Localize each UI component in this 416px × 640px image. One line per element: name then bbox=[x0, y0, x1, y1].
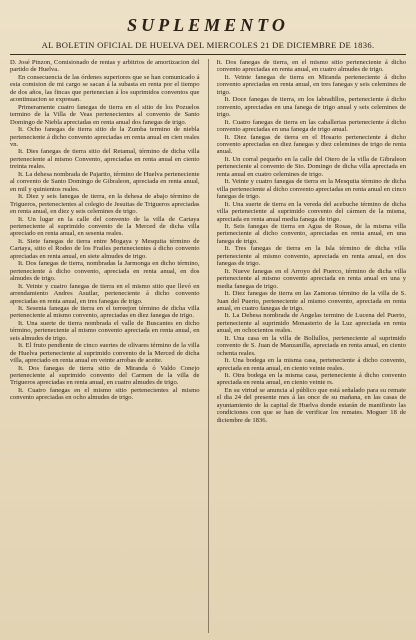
notice-paragraph: It. Doce fanegas de tierra, en los labradillos, perteneciente á dicho convento, apreciadas en una fanega de trigo anual y seis celemines de trigo. bbox=[216, 96, 406, 119]
notice-paragraph: It. Veinte y cuatro fanegas de tierra en el mismo sitio que llevó en arrendamiento Andres Asuilar, perteneciente á dicho convento apreciadas en renta anual, en tres fanegas de trigo. bbox=[10, 282, 200, 305]
column-divider bbox=[208, 59, 209, 633]
notice-paragraph: It. Una suerte de tierra nombrada el valle de Buscantes en dicho término, perteneciente al mismo convento apreciada en renta anual, en seis almudes de trigo. bbox=[10, 319, 200, 342]
notice-paragraph: It. Una casa en la villa de Bollullos, perteneciente al suprimido convento de S. Juan de Manzanilla, apreciada en renta anual, en ciento ochenta reales. bbox=[216, 334, 406, 357]
supplement-title: SUPLEMENTO bbox=[127, 15, 289, 35]
notice-paragraph: It. Otra bodega en la misma casa, perteneciente á dicho convento apreciada en renta anual, en ciento veinte rs. bbox=[216, 372, 406, 387]
notice-paragraph: It. La dehesa nombrada de Pajarito, término de Huelva perteneciente al convento de Santo Domingo de Gibraleon, apreciada en renta anual, en mil y quinientos reales. bbox=[10, 170, 200, 193]
notice-paragraph: It. Veinte y cuatro fanegas de tierra en la Mesquita término de dicha villa perteneciente al dicho convento apreciadas en renta anual en cinco fanegas de trigo. bbox=[216, 178, 406, 201]
notice-paragraph: It. Dos fanegas de tierra, nombradas la Jarmonga en dicho término, perteneciente á dicho convento, apreciada en renta anual, en dos almudes de trigo. bbox=[10, 260, 200, 283]
notice-paragraph: It. Cuatro fanegas de tierra en las caballerias perteneciente á dicho convento apreciadas en una fanega de trigo anual. bbox=[216, 118, 406, 134]
notice-paragraph: It. Siete fanegas de tierra entre Mogaya y Mesquita término de Cartaya, sitio el Rodeo de los Frailes pertenecientes á dicho convento apreciadas en renta anual, en siete almudes de trigo. bbox=[10, 237, 200, 260]
notice-paragraph: En consecuencia de las órdenes superiores que se han comunicado á esta comision de mi cargo se sacan á la subasta en renta por el tiempo de dos años, las fincas que pertenecian á los suprimidos conventos que acontinuacion se expresan. bbox=[10, 73, 200, 104]
notice-paragraph: It. Diez fanegas de tierra en el Hosario perteneciente á dicho convento apreciadas en diez fanegas y diez celemines de trigo de renta anual. bbox=[216, 133, 406, 156]
notice-paragraph: It. Dos fanegas de tierra, en el mismo sitio perteneciente á dicho convento apreciadas en renta anual, en cuatro almudes de trigo. bbox=[216, 59, 406, 74]
notice-paragraph: It. Un corral pequeño en la calle del Otero de la villa de Gibraleon perteneciente al convento de Sto. Domingo de dicha villa apreciada en renta anual en cuatro celemines de trigo. bbox=[216, 155, 406, 178]
notice-paragraph: En su virtud se anuncia al público que está señalado para su remate el dia 24 del presente mes á las once de su mañana, en las casas de ayuntamiento de la capital de Huelva donde estarán de manifiesto las condiciones con que se han de verificar los remates. Moguer 18 de diciembre de 1836. bbox=[216, 386, 406, 424]
notice-paragraph: It. Nueve fanegas en el Arroyo del Puerco, término de dicha villa perteneciente al mismo convento apreciada en renta anual en una y media fanegas de trigo. bbox=[216, 267, 406, 290]
notice-paragraph: It. Seis fanegas de tierra en Agua de Rosas, de la misma villa perteneciente al dicho convento, apreciadas en renta anual, en una fanega de trigo. bbox=[216, 222, 406, 245]
notice-paragraph: It. Tres fanegas de tierra en la Isla término de dicha villa perteneciente al mismo convento, apreciada en renta anual, en dos fanegas de trigo. bbox=[216, 245, 406, 268]
notice-paragraph: It. El fruto pendiente de cinco suertes de olivares término de la villa de Huelva perteneciente al suprimido convento de la Merced de dicha villa, apreciado en renta anual en veinte arrobas de aceite. bbox=[10, 342, 200, 365]
notice-paragraph: It. Sesenta fanegas de tierra en el terreejon término de dicha villa perteneciente al mismo convento, apreciadas en diez fanegas de trigo. bbox=[10, 304, 200, 320]
notice-paragraph: It. Dies fanegas de tierra sitio del Retamal, término de dicha villa perteneciente al mismo Convento, apreciadas en renta anual en ciento treinta reales. bbox=[10, 148, 200, 171]
notice-paragraph: It. Veinte fanegas de tierra en Miranda perteneciente á dicho convento apreciadas en renta anual, en tres fanegas y seis celemines de trigo. bbox=[216, 73, 406, 96]
notice-paragraph: Primeramente cuatro fanegas de tierra en el sitio de los Pozuelos termino de la Villa de Veas pertenecientes al convento de Santo Domingo de Niebla apreciadas en renta anual dos fanegas de trigo. bbox=[10, 103, 200, 126]
notice-paragraph: It. Un lugar en la calle del convento de la villa de Cartaya perteneciente al suprimido convento de la Merced de dicha villa apreciado en renta anual, en sesenta reales. bbox=[10, 215, 200, 238]
notice-paragraph: It. Una suerte de tierra en la vereda del acebuche término de dicha villa perteneciente al suprimido convento del cármen de la misma, apreciada en renta anual media fanega de trigo. bbox=[216, 200, 406, 223]
notice-paragraph: D. José Pinzon, Comisionado de rentas y arbitrios de amortizacion del partido de Huelva. bbox=[10, 59, 200, 74]
notice-paragraph: It. Diez fanegas de tierra en las Zamoras término de la villa de S. Juan del Puerto, perteneciente al mismo convento, apreciada en renta anual, en cuatro fanegas de trigo. bbox=[216, 290, 406, 312]
notice-paragraph: It. Cuatro fanegas en el mismo sitio pertenecientes al mismo convento apreciadas en ocho almudes de trigo. bbox=[10, 386, 200, 402]
notice-paragraph: It. Dos fanegas de tierra sitio de Miranda ó Valdo Conejo perteneciente al suprimido convento del Carmen de la villa de Trigueros apreciadas en renta anual, en cuatro almudes de trigo. bbox=[10, 364, 200, 387]
left-column bbox=[10, 59, 200, 633]
notice-paragraph: It. La Dehesa nombrada de Angelas termino de Lucena del Puerto, perteneciente al suprimido Monasterio de la Luz apreciada en renta anual, en ochocientos reales. bbox=[216, 312, 406, 335]
header-rule bbox=[10, 54, 406, 55]
right-column bbox=[217, 59, 407, 633]
supplement-subtitle: AL BOLETIN OFICIAL DE HUELVA DEL MIERCOLES 21 DE DICIEMBRE DE 1836. bbox=[41, 40, 375, 50]
notice-paragraph: It. Diez y seis fanegas de tierra, en la dehesa de abajo término de Trigueros, pertenecientes al colegio de Jesuitas de Trigueros apreciadas en renta anual, en diez y seis celemines de trigo. bbox=[10, 193, 200, 216]
notice-paragraph: It. Una bodega en la misma casa, perteneciente á dicho convento, apreciada en renta anual, en ciento veinte reales. bbox=[216, 357, 406, 372]
notice-paragraph: It. Ocho fanegas de tierra sitio de la Zumba termino de niebla perteneciente á dicho convento apreciadas en renta anual en cien reales vn. bbox=[10, 126, 200, 148]
text-columns bbox=[10, 59, 406, 633]
